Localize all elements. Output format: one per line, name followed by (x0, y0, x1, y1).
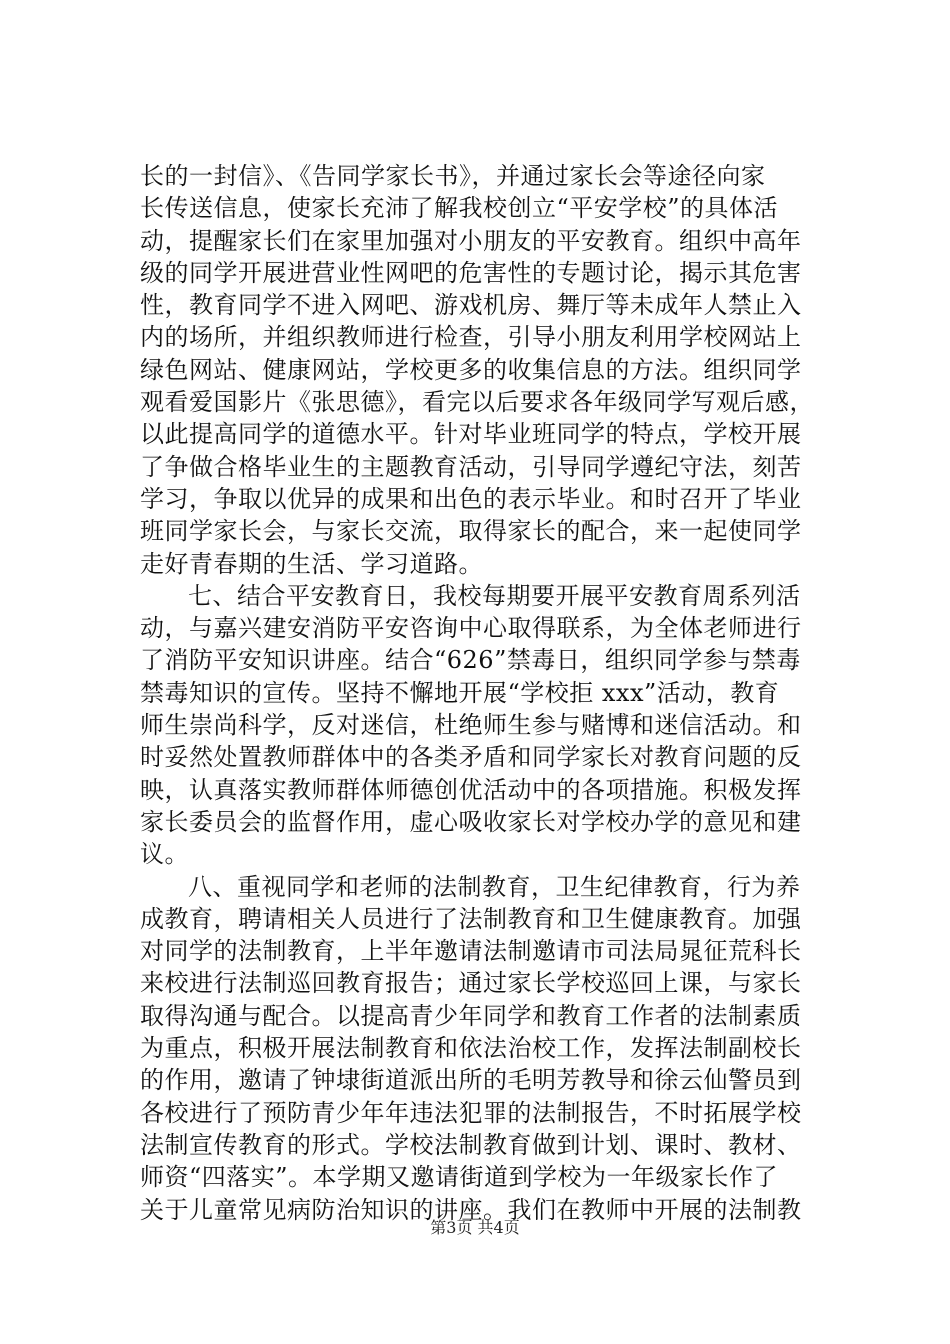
page-footer: 第3页 共4页 (430, 1218, 520, 1237)
text-line: 内的场所，并组织教师进行检查，引导小朋友利用学校网站上 (140, 323, 802, 352)
text-line: 七、结合平安教育日，我校每期要开展平安教育周系列活 (188, 581, 801, 610)
text-line: 取得沟通与配合。以提高青少年同学和教育工作者的法制素质 (140, 1001, 802, 1030)
text-line: 议。 (140, 840, 189, 869)
text-line: 师资“四落实”。本学期又邀请街道到学校为一年级家长作了 (140, 1163, 779, 1192)
text-line: 师生崇尚科学，反对迷信，杜绝师生参与赌博和迷信活动。和 (140, 711, 802, 740)
text-line: 来校进行法制巡回教育报告；通过家长学校巡回上课，与家长 (140, 969, 802, 998)
text-line: 绿色网站、健康网站，学校更多的收集信息的方法。组织同学 (140, 355, 802, 384)
text-line: 为重点，积极开展法制教育和依法治校工作，发挥法制副校长 (140, 1034, 802, 1063)
text-line: 以此提高同学的道德水平。针对毕业班同学的特点，学校开展 (140, 420, 802, 449)
text-line: 走好青春期的生活、学习道路。 (140, 549, 483, 578)
text-line: 班同学家长会，与家长交流，取得家长的配合，来一起使同学 (140, 517, 802, 546)
text-line: 级的同学开展进营业性网吧的危害性的专题讨论，揭示其危害 (140, 258, 802, 287)
text-line: 时妥然处置教师群体中的各类矛盾和同学家长对教育问题的反 (140, 743, 802, 772)
text-line: 性，教育同学不进入网吧、游戏机房、舞厅等未成年人禁止入 (140, 291, 802, 320)
text-line: 动，提醒家长们在家里加强对小朋友的平安教育。组织中高年 (140, 226, 802, 255)
text-line: 观看爱国影片《张思德》，看完以后要求各年级同学写观后感， (140, 388, 814, 417)
text-line: 家长委员会的监督作用，虚心吸收家长对学校办学的意见和建 (140, 807, 802, 836)
text-line: 各校进行了预防青少年年违法犯罪的法制报告，不时拓展学校 (140, 1098, 802, 1127)
text-line: 关于儿童常见病防治知识的讲座。我们在教师中开展的法制教 (140, 1195, 802, 1224)
text-line: 法制宣传教育的形式。学校法制教育做到计划、课时、教材、 (140, 1130, 802, 1159)
text-line: 映，认真落实教师群体师德创优活动中的各项措施。积极发挥 (140, 775, 802, 804)
text-line: 的作用，邀请了钟埭街道派出所的毛明芳教导和徐云仙警员到 (140, 1066, 802, 1095)
text-line: 学习，争取以优异的成果和出色的表示毕业。和时召开了毕业 (140, 484, 802, 513)
text-line: 动，与嘉兴建安消防平安咨询中心取得联系，为全体老师进行 (140, 614, 802, 643)
text-line: 八、重视同学和老师的法制教育，卫生纪律教育，行为养 (188, 872, 801, 901)
text-line: 禁毒知识的宣传。坚持不懈地开展“学校拒 xxx”活动，教育 (140, 678, 780, 707)
text-line: 长传送信息，使家长充沛了解我校创立“平安学校”的具体活 (140, 194, 779, 223)
document-body (140, 160, 840, 1226)
text-line: 成教育，聘请相关人员进行了法制教育和卫生健康教育。加强 (140, 904, 802, 933)
text-line: 长的一封信》、《告同学家长书》，并通过家长会等途径向家 (140, 162, 766, 190)
text-line: 对同学的法制教育，上半年邀请法制邀请市司法局晁征荒科长 (140, 937, 802, 966)
text-line: 了争做合格毕业生的主题教育活动，引导同学遵纪守法，刻苦 (140, 452, 802, 481)
text-line: 了消防平安知识讲座。结合“626”禁毒日，组织同学参与禁毒 (140, 646, 801, 675)
